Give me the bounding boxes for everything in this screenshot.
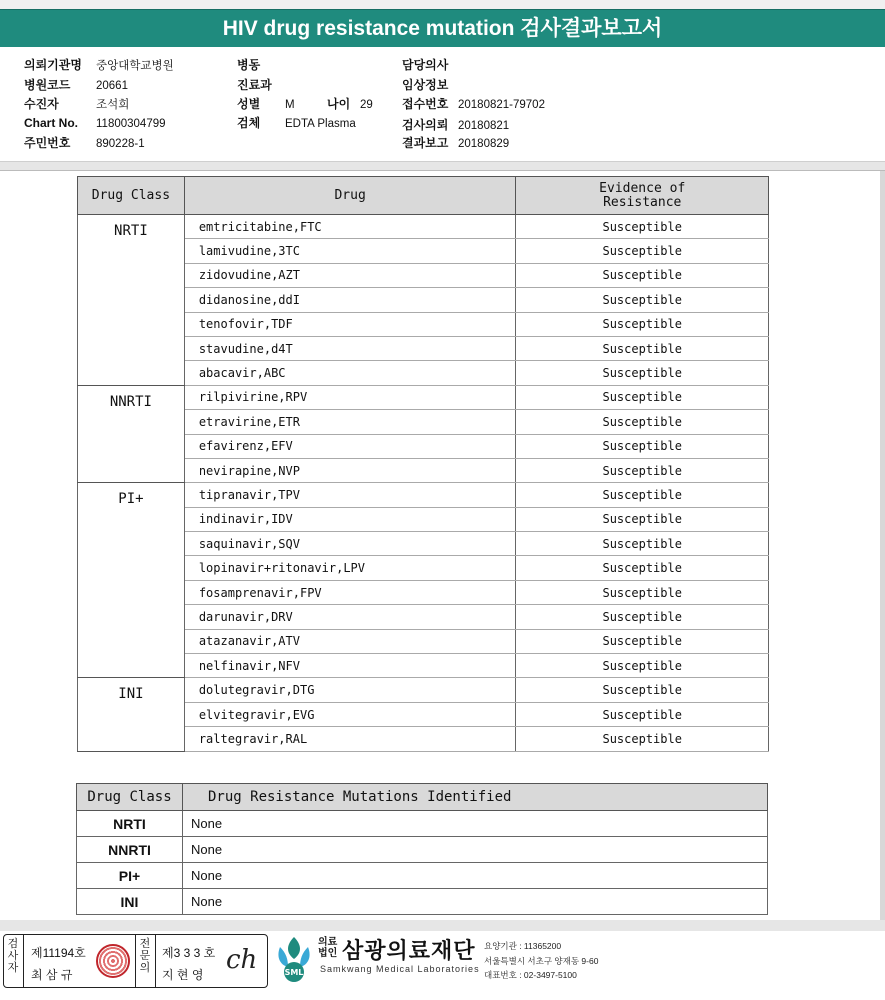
evidence-cell: Susceptible bbox=[516, 458, 769, 482]
mutation-value-cell: None bbox=[183, 811, 768, 837]
drug-cell: etravirine,ETR bbox=[184, 410, 516, 434]
evidence-cell: Susceptible bbox=[516, 702, 769, 726]
sml-logo-icon bbox=[272, 935, 316, 983]
drug-cell: nelfinavir,NFV bbox=[184, 654, 516, 678]
drug-cell: stavudine,d4T bbox=[184, 336, 516, 360]
resistance-table-header bbox=[78, 177, 769, 215]
resistance-table-body bbox=[78, 215, 769, 752]
drug-cell: raltegravir,RAL bbox=[184, 727, 516, 751]
drug-class-cell: PI+ bbox=[78, 483, 185, 678]
evidence-cell: Susceptible bbox=[516, 483, 769, 507]
evidence-cell: Susceptible bbox=[516, 605, 769, 629]
info-sex: 성별 M bbox=[237, 97, 295, 111]
header-drug-class: Drug Class bbox=[78, 177, 185, 215]
mutation-class-cell: INI bbox=[77, 889, 183, 915]
inspector-seal-icon bbox=[96, 944, 130, 978]
signature-box bbox=[3, 934, 268, 988]
inspector-license-no: 제11194호 bbox=[31, 946, 86, 960]
drug-cell: elvitegravir,EVG bbox=[184, 702, 516, 726]
evidence-cell: Susceptible bbox=[516, 434, 769, 458]
evidence-cell: Susceptible bbox=[516, 580, 769, 604]
mutation-table-header bbox=[77, 784, 768, 811]
signature-divider bbox=[23, 935, 24, 987]
evidence-cell: Susceptible bbox=[516, 532, 769, 556]
inspector-label: 검사자 bbox=[7, 938, 19, 974]
org-name-en: Samkwang Medical Laboratories bbox=[320, 964, 480, 974]
evidence-cell: Susceptible bbox=[516, 410, 769, 434]
specialist-license-no: 제3 3 3 호 bbox=[162, 946, 216, 960]
info-age: 나이 29 bbox=[327, 97, 373, 111]
drug-cell: lopinavir+ritonavir,LPV bbox=[184, 556, 516, 580]
drug-cell: dolutegravir,DTG bbox=[184, 678, 516, 702]
header-drug: Drug bbox=[184, 177, 516, 215]
evidence-cell: Susceptible bbox=[516, 239, 769, 263]
signature-divider bbox=[155, 935, 156, 987]
org-name: 삼광의료재단 bbox=[342, 938, 476, 963]
report-title: HIV drug resistance mutation 검사결과보고서 bbox=[0, 9, 885, 47]
mutation-value-cell: None bbox=[183, 889, 768, 915]
info-doctor: 담당의사 bbox=[402, 58, 449, 72]
table-row bbox=[77, 811, 768, 837]
table-row bbox=[78, 483, 769, 507]
drug-cell: tipranavir,TPV bbox=[184, 483, 516, 507]
evidence-cell: Susceptible bbox=[516, 312, 769, 336]
signature-divider bbox=[135, 935, 136, 987]
info-patient: 수진자 조석희 bbox=[24, 97, 130, 111]
logo-text: SML bbox=[284, 968, 304, 977]
evidence-cell: Susceptible bbox=[516, 678, 769, 702]
mutation-header-drug-class: Drug Class bbox=[77, 784, 183, 811]
drug-class-cell: NRTI bbox=[78, 215, 185, 386]
table-row bbox=[78, 215, 769, 239]
mutation-class-cell: NRTI bbox=[77, 811, 183, 837]
header-evidence bbox=[516, 177, 769, 215]
info-report-date: 결과보고 20180829 bbox=[402, 136, 510, 150]
inspector-name: 최 삼 규 bbox=[31, 968, 73, 982]
table-row bbox=[78, 385, 769, 409]
mutation-table-body bbox=[77, 811, 768, 915]
evidence-cell: Susceptible bbox=[516, 361, 769, 385]
evidence-cell: Susceptible bbox=[516, 385, 769, 409]
evidence-cell: Susceptible bbox=[516, 629, 769, 653]
drug-cell: didanosine,ddI bbox=[184, 288, 516, 312]
drug-class-cell: NNRTI bbox=[78, 385, 185, 483]
evidence-cell: Susceptible bbox=[516, 727, 769, 751]
table-row bbox=[77, 863, 768, 889]
mutation-header-mutations: Drug Resistance Mutations Identified bbox=[183, 784, 768, 811]
table-row bbox=[77, 837, 768, 863]
resistance-table bbox=[77, 176, 769, 752]
specialist-label: 전문의 bbox=[139, 938, 151, 974]
evidence-cell: Susceptible bbox=[516, 507, 769, 531]
drug-cell: atazanavir,ATV bbox=[184, 629, 516, 653]
drug-cell: saquinavir,SQV bbox=[184, 532, 516, 556]
org-address: 서울특별시 서초구 양재동 9-60 bbox=[484, 956, 599, 966]
footer-separator bbox=[0, 920, 885, 931]
drug-cell: fosamprenavir,FPV bbox=[184, 580, 516, 604]
info-hospital-code: 병원코드 20661 bbox=[24, 78, 128, 92]
info-receipt-no: 접수번호 20180821-79702 bbox=[402, 97, 545, 111]
mutation-class-cell: NNRTI bbox=[77, 837, 183, 863]
drug-class-cell: INI bbox=[78, 678, 185, 751]
report-footer bbox=[0, 931, 885, 1000]
drug-cell: darunavir,DRV bbox=[184, 605, 516, 629]
mutation-value-cell: None bbox=[183, 837, 768, 863]
evidence-cell: Susceptible bbox=[516, 336, 769, 360]
drug-cell: rilpivirine,RPV bbox=[184, 385, 516, 409]
drug-cell: efavirenz,EFV bbox=[184, 434, 516, 458]
header-evidence-line2: Resistance bbox=[603, 194, 682, 210]
evidence-cell: Susceptible bbox=[516, 263, 769, 287]
info-hospital: 의뢰기관명 중앙대학교병원 bbox=[24, 58, 174, 72]
drug-cell: zidovudine,AZT bbox=[184, 263, 516, 287]
info-specimen: 검체 EDTA Plasma bbox=[237, 116, 356, 130]
evidence-cell: Susceptible bbox=[516, 654, 769, 678]
mutation-table bbox=[76, 783, 768, 915]
header-evidence-line1: Evidence of bbox=[599, 180, 686, 196]
evidence-cell: Susceptible bbox=[516, 556, 769, 580]
mutation-value-cell: None bbox=[183, 863, 768, 889]
drug-cell: tenofovir,TDF bbox=[184, 312, 516, 336]
specialist-signature-icon: ch bbox=[226, 945, 258, 975]
info-department: 진료과 bbox=[237, 78, 272, 92]
table-row bbox=[77, 889, 768, 915]
info-ward: 병동 bbox=[237, 58, 261, 72]
drug-cell: emtricitabine,FTC bbox=[184, 215, 516, 239]
drug-cell: indinavir,IDV bbox=[184, 507, 516, 531]
info-clinical: 임상정보 bbox=[402, 78, 449, 92]
drug-cell: lamivudine,3TC bbox=[184, 239, 516, 263]
specialist-name: 지 현 영 bbox=[162, 968, 204, 982]
section-separator bbox=[0, 162, 885, 171]
corp-label: 의료법인 bbox=[318, 937, 338, 959]
info-resident-no: 주민번호 890228-1 bbox=[24, 136, 145, 150]
drug-cell: nevirapine,NVP bbox=[184, 458, 516, 482]
info-request-date: 검사의뢰 20180821 bbox=[402, 118, 510, 132]
evidence-cell: Susceptible bbox=[516, 215, 769, 239]
drug-cell: abacavir,ABC bbox=[184, 361, 516, 385]
patient-info-panel bbox=[0, 47, 885, 162]
page-edge bbox=[880, 171, 885, 920]
info-chart-no: Chart No. 11800304799 bbox=[24, 116, 166, 130]
org-phone: 대표번호 : 02-3497-5100 bbox=[484, 970, 577, 980]
mutation-class-cell: PI+ bbox=[77, 863, 183, 889]
org-code: 요양기관 : 11365200 bbox=[484, 941, 562, 951]
evidence-cell: Susceptible bbox=[516, 288, 769, 312]
table-row bbox=[78, 678, 769, 702]
